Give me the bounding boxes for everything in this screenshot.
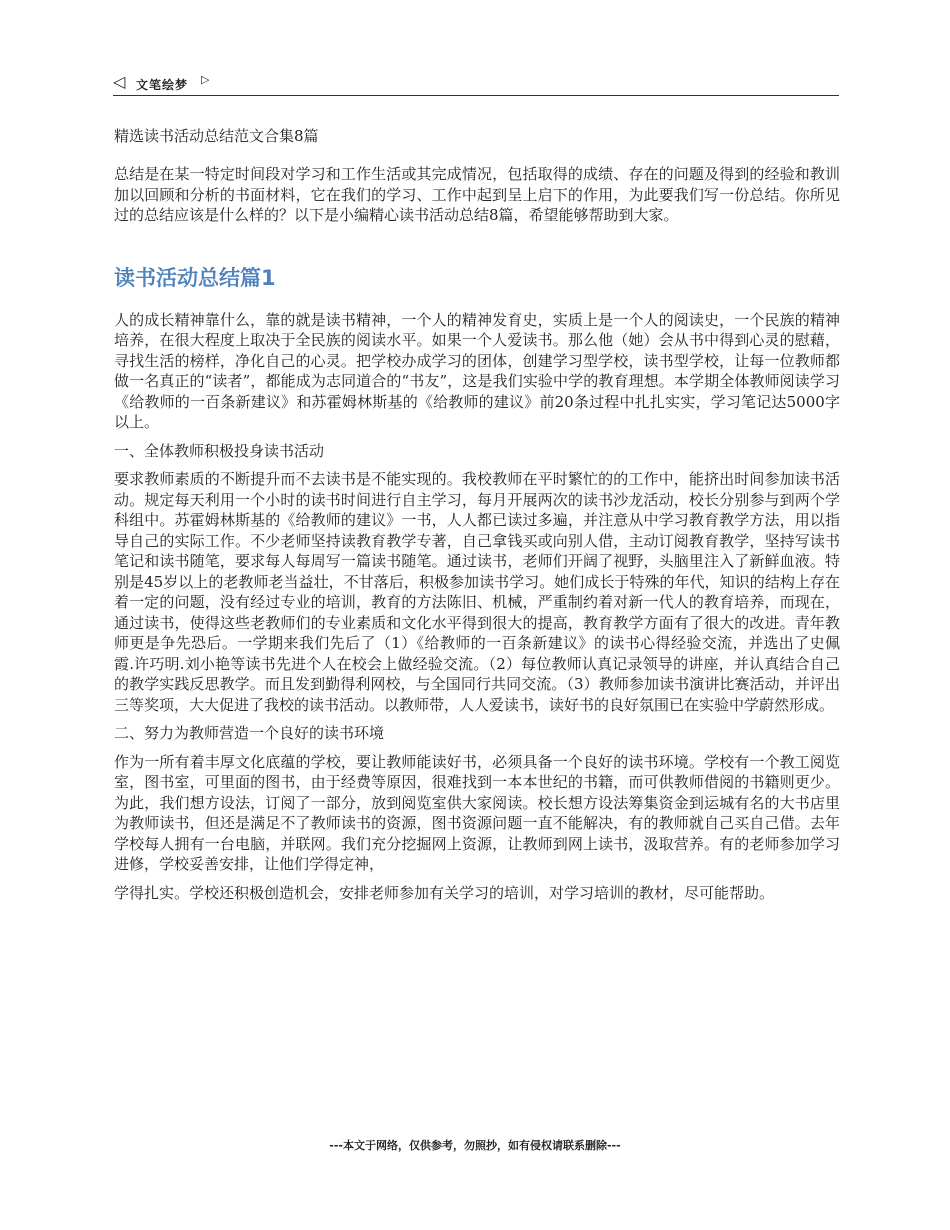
intro-paragraph: 总结是在某一特定时间段对学习和工作生活或其完成情况，包括取得的成绩、存在的问题及得到的经验和教训加以回顾和分析的书面材料，它在我们的学习、工作中起到呈上启下的作用，为此要我们写一份总结。你所见过的总结应该是什么样的？以下是小编精心读书活动总结8篇，希望能够帮助到大家。 — [114, 165, 840, 224]
brand-label: 文笔绘梦 — [136, 78, 189, 92]
paragraph-4: 学得扎实。学校还积极创造机会，安排老师参加有关学习的培训，对学习培训的教材，尽可能帮助。 — [114, 883, 775, 902]
left-triangle-icon: ◁ — [113, 72, 126, 91]
paragraph-2: 要求教师素质的不断提升而不去读书是不能实现的。我校教师在平时繁忙的的工作中，能挤出时间参加读书活动。规定每天利用一个小时的读书时间进行自主学习，每月开展两次的读书沙龙活动，校长分别参与到两个学科组中。苏霍姆林斯基的《给教师的建议》一书，人人都已读过多遍，并注意从中学习教育教学方法，用以指导自己的实际工作。不少老师坚持读教育教学专著，自己拿钱买或向别人借，主动订阅教育教学，坚持写读书笔记和读书随笔，要求每人每周写一篇读书随笔。通过读书，老师们开阔了视野，头脑里注入了新鲜血液。特别是45岁以上的老教师老当益壮，不甘落后，积极参加读书学习。她们成长于特殊的年代，知识的结构上存在着一定的问题，没有经过专业的培训，教育的方法陈旧、机械，严重制约着对新一代人的教育培养，而现在，通过读书，使得这些老教师们的专业素质和文化水平得到很大的提高，教育教学方面有了很大的改进。青年教师更是争先恐后。一学期来我们先后了（1）《给教师的一百条新建议》的读书心得经验交流，并选出了史佩霞.许巧明.刘小艳等读书先进个人在校会上做经验交流。（2）每位教师认真记录领导的讲座，并认真结合自己的教学实践反思教学。而且发到勤得利网校，与全国同行共同交流。（3）教师参加读书演讲比赛活动，并评出三等奖项，大大促进了我校的读书活动。以教师带，人人爱读书，读好书的良好氛围已在实验中学蔚然形成。 — [114, 470, 840, 714]
subheading-1: 一、全体教师积极投身读书活动 — [114, 441, 325, 460]
subheading-2: 二、努力为教师营造一个良好的读书环境 — [114, 724, 385, 742]
footer-notice: ---本文于网络，仅供参考，勿照抄，如有侵权请联系删除--- — [329, 1139, 621, 1152]
document-title: 精选读书活动总结范文合集8篇 — [114, 127, 319, 145]
paragraph-3: 作为一所有着丰厚文化底蕴的学校，要让教师能读好书，必须具备一个良好的读书环境。学校有一个教工阅览室，图书室，可里面的图书，由于经费等原因，很难找到一本本世纪的书籍，而可供教师借阅的书籍则更少。为此，我们想方设法，订阅了一部分，放到阅览室供大家阅读。校长想方设法筹集资金到运城有名的大书店里为教师读书，但还是满足不了教师读书的资源，图书资源问题一直不能解决，有的教师就自己买自己借。去年学校每人拥有一台电脑，并联网。我们充分挖掘网上资源，让教师到网上读书，汲取营养。有的老师参加学习进修，学校妥善安排，让他们学得定神， — [114, 752, 840, 873]
document-body — [114, 124, 840, 911]
section-title: 读书活动总结篇1 — [114, 265, 276, 290]
paragraph-1: 人的成长精神靠什么，靠的就是读书精神，一个人的精神发育史，实质上是一个人的阅读史，一个民族的精神培养，在很大程度上取决于全民族的阅读水平。如果一个人爱读书。那么他（她）会从书中得到心灵的慰藉，寻找生活的榜样，净化自己的心灵。把学校办成学习的团体，创建学习型学校，读书型学校，让每一位教师都做一名真正的“读者”，都能成为志同道合的“书友”，这是我们实验中学的教育理想。本学期全体教师阅读学习《给教师的一百条新建议》和苏霍姆林斯基的《给教师的建议》前20条过程中扎扎实实，学习笔记达5000字以上。 — [114, 310, 840, 431]
right-triangle-icon: ▷ — [201, 73, 210, 86]
page-header — [113, 71, 839, 96]
